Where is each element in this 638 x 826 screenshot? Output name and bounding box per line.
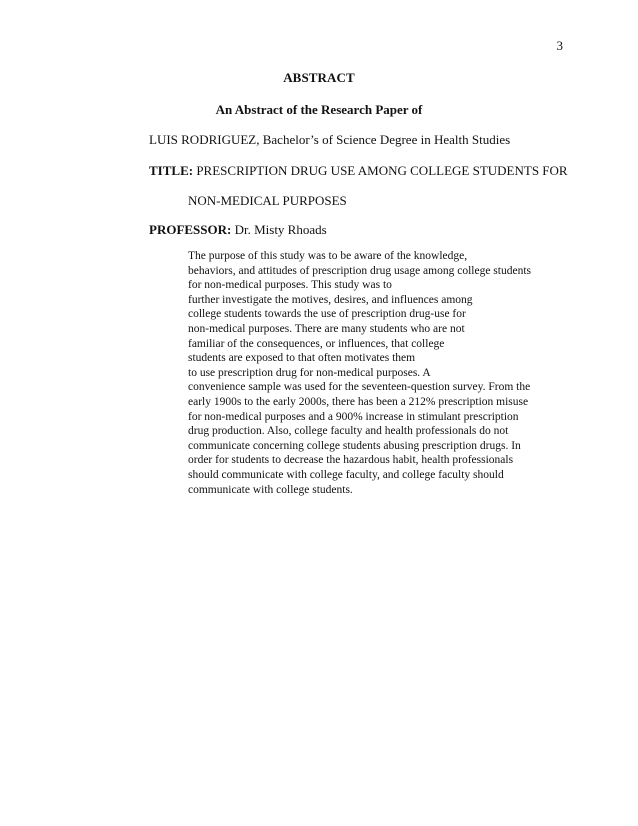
abstract-line: for non-medical purposes. This study was to <box>188 279 392 292</box>
professor-name: Dr. Misty Rhoads <box>231 222 327 237</box>
page-number: 3 <box>556 38 563 53</box>
abstract-line: familiar of the consequences, or influences, that college <box>188 337 445 350</box>
abstract-line: communicate concerning college students abusing prescription drugs. In <box>188 439 521 452</box>
abstract-heading: ABSTRACT <box>283 70 355 85</box>
abstract-line: order for students to decrease the hazardous habit, health professionals <box>188 454 514 467</box>
abstract-line: drug production. Also, college faculty and health professionals do not <box>188 425 509 438</box>
professor-label: PROFESSOR: <box>149 222 232 237</box>
title-line <box>149 163 568 179</box>
abstract-line: non-medical purposes. There are many students who are not <box>188 322 465 335</box>
professor-line <box>149 222 327 238</box>
title-label: TITLE: <box>149 163 194 178</box>
abstract-line: behaviors, and attitudes of prescription drug usage among college students <box>188 264 531 277</box>
title-continuation: NON-MEDICAL PURPOSES <box>188 193 347 208</box>
abstract-body <box>188 249 578 497</box>
author-line: LUIS RODRIGUEZ, Bachelor’s of Science Degree in Health Studies <box>149 132 511 147</box>
abstract-line: The purpose of this study was to be aware of the knowledge, <box>188 250 468 262</box>
abstract-line: for non-medical purposes and a 900% increase in stimulant prescription <box>188 410 519 423</box>
abstract-line: convenience sample was used for the seventeen-question survey. From the <box>188 381 531 394</box>
abstract-line: college students towards the use of prescription drug-use for <box>188 308 466 321</box>
abstract-line: early 1900s to the early 2000s, there has been a 212% prescription misuse <box>188 395 529 408</box>
abstract-line: communicate with college students. <box>188 483 353 496</box>
title-text: PRESCRIPTION DRUG USE AMONG COLLEGE STUDENTS FOR <box>193 163 568 178</box>
abstract-subtitle: An Abstract of the Research Paper of <box>215 102 423 117</box>
abstract-line: students are exposed to that often motivates them <box>188 352 416 365</box>
abstract-line: should communicate with college faculty, and college faculty should <box>188 468 504 481</box>
abstract-line: further investigate the motives, desires, and influences among <box>188 293 473 306</box>
abstract-line: to use prescription drug for non-medical purposes. A <box>188 366 431 379</box>
